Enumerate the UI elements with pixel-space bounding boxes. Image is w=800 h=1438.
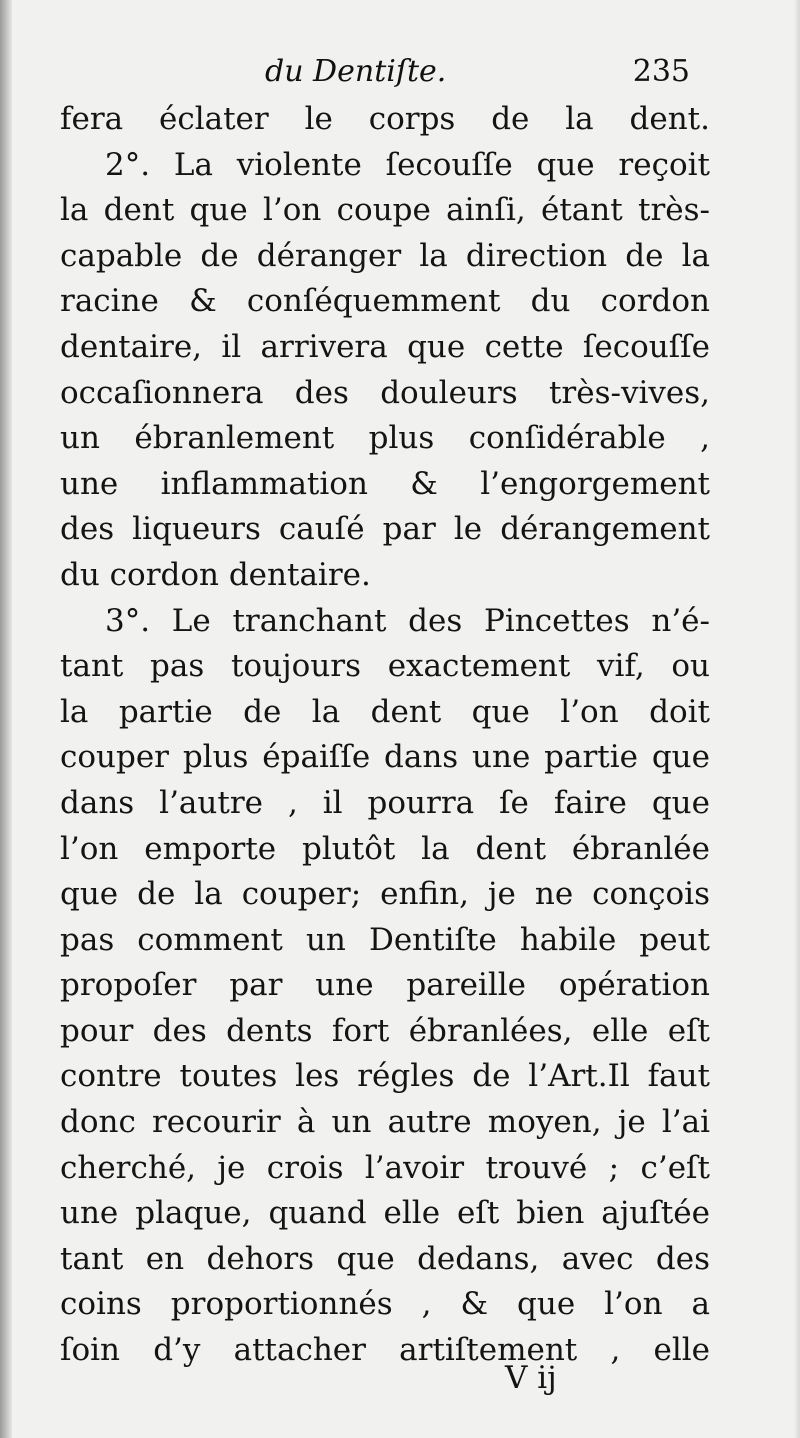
text-line: l’on emporte plutôt la dent ébranlée (60, 830, 710, 867)
body-text (60, 97, 710, 1374)
text-line: propoſer par une pareille opération (60, 967, 710, 1004)
page-header (60, 50, 690, 100)
text-line: coins proportionnés , & que l’on a (60, 1286, 710, 1323)
text-line: capable de déranger la direction de la (60, 237, 710, 274)
text-line: fera éclater le corps de la dent. (60, 101, 710, 137)
text-line: donc recourir à un autre moyen, je l’ai (60, 1104, 710, 1141)
page-edge (794, 0, 800, 1438)
text-line: une inflammation & l’engorgement (60, 465, 710, 502)
text-line: dans l’autre , il pourra ſe faire que (60, 784, 710, 821)
text-line: tant pas toujours exactement vif, ou (60, 648, 710, 685)
text-line: que de la couper; enfin, je ne conçois (60, 876, 710, 913)
text-line: ſoin d’y attacher artiſtement , elle (60, 1332, 710, 1369)
page-number: 235 (632, 54, 690, 89)
text-line: la partie de la dent que l’on doit (60, 693, 710, 730)
text-line: pour des dents fort ébranlées, elle eſt (60, 1012, 710, 1049)
page-gutter-shadow (0, 0, 12, 1438)
text-line: dentaire, il arrivera que cette ſecouſſe (60, 328, 710, 365)
text-line: un ébranlement plus conſidérable , (60, 420, 710, 457)
running-title: du Dentiſte. (265, 54, 447, 89)
text-line: une plaque, quand elle eſt bien ajuſtée (60, 1195, 710, 1232)
text-line: des liqueurs cauſé par le dérangement (60, 511, 710, 548)
text-line: la dent que l’on coupe ainſi, étant très- (60, 192, 710, 229)
text-line: 3°. Le tranchant des Pincettes n’é- (105, 602, 710, 639)
text-line: 2°. La violente ſecouſſe que reçoit (105, 146, 710, 183)
text-line: du cordon dentaire. (60, 556, 371, 593)
text-line: contre toutes les régles de l’Art.Il faut (60, 1058, 710, 1095)
text-line: tant en dehors que dedans, avec des (60, 1240, 710, 1277)
text-line: racine & conſéquemment du cordon (60, 283, 710, 320)
text-line: cherché, je crois l’avoir trouvé ; c’eſt (60, 1149, 710, 1186)
text-line: occaſionnera des douleurs très-vives, (60, 374, 710, 411)
text-line: couper plus épaiſſe dans une partie que (60, 739, 710, 776)
text-line: pas comment un Dentiſte habile peut (60, 921, 710, 958)
signature-mark: V ij (505, 1360, 557, 1396)
